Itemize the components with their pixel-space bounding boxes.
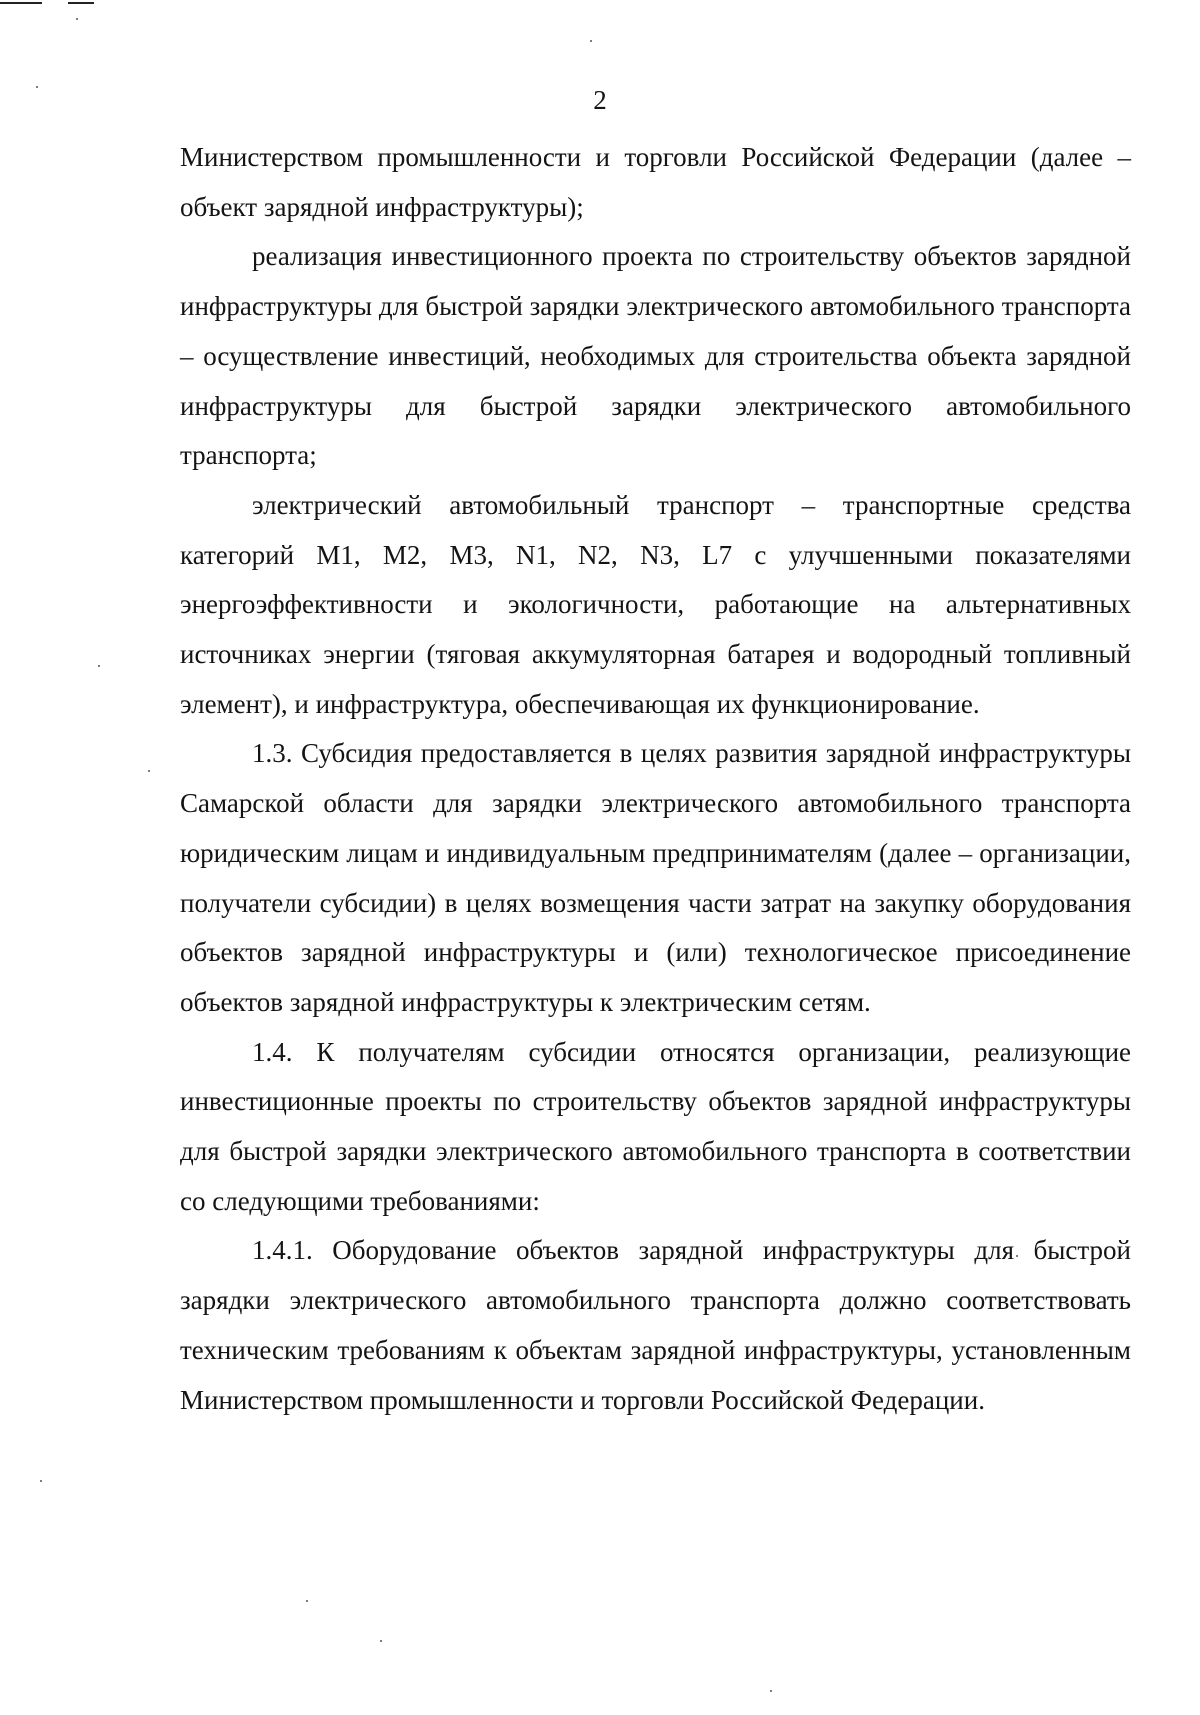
paragraph-1-3: 1.3. Субсидия предоставляется в целях развития зарядной инфраструктуры Самарской области для зарядки электрического автомобильного транспорта юридическим лицам и индивидуальным предпринимателям (далее – организации, получатели субсидии) в целях возмещения части затрат на закупку оборудования объектов зарядной инфраструктуры и (или) технологическое присоединение объектов зарядной инфраструктуры к электрическим сетям. — [180, 738, 1131, 1017]
scan-speck — [770, 1690, 772, 1692]
scan-speck — [98, 665, 100, 667]
scan-speck — [148, 770, 150, 772]
scan-speck — [590, 40, 592, 42]
document-body — [180, 133, 1131, 1425]
scan-speck — [380, 1640, 382, 1642]
scan-speck — [40, 1480, 42, 1482]
paragraph-definition-investment-project: реализация инвестиционного проекта по строительству объектов зарядной инфраструктуры для быстрой зарядки электрического автомобильного транспорта – осуществление инвестиций, необходимых для строительства объекта зарядной инфраструктуры для быстрой зарядки электрического автомобильного транспорта; — [180, 241, 1131, 471]
scan-speck — [76, 18, 78, 20]
page-number: 2 — [593, 85, 607, 115]
scan-edge-mark — [68, 2, 94, 4]
paragraph-1-4-1: 1.4.1. Оборудование объектов зарядной инфраструктуры для быстрой зарядки электрического автомобильного транспорта должно соответствовать техническим требованиям к объектам зарядной инфраструктуры, установленным Министерством промышленности и торговли Российской Федерации. — [180, 1235, 1131, 1415]
paragraph-definition-electric-transport: электрический автомобильный транспорт – транспортные средства категорий M1, M2, M3, N1, N2, N3, L7 с улучшенными показателями энергоэффективности и экологичности, работающие на альтернативных источниках энергии (тяговая аккумуляторная батарея и водородный топливный элемент), и инфраструктура, обеспечивающая их функционирование. — [180, 489, 1131, 719]
scan-edge-mark — [0, 2, 42, 4]
scan-speck — [306, 1600, 308, 1602]
paragraph-1-4: 1.4. К получателям субсидии относятся организации, реализующие инвестиционные проекты по строительству объектов зарядной инфраструктуры для быстрой зарядки электрического автомобильного транспорта в соответствии со следующими требованиями: — [180, 1036, 1131, 1216]
paragraph-continuation: Министерством промышленности и торговли Российской Федерации (далее – объект зарядной инфраструктуры); — [180, 142, 1131, 222]
